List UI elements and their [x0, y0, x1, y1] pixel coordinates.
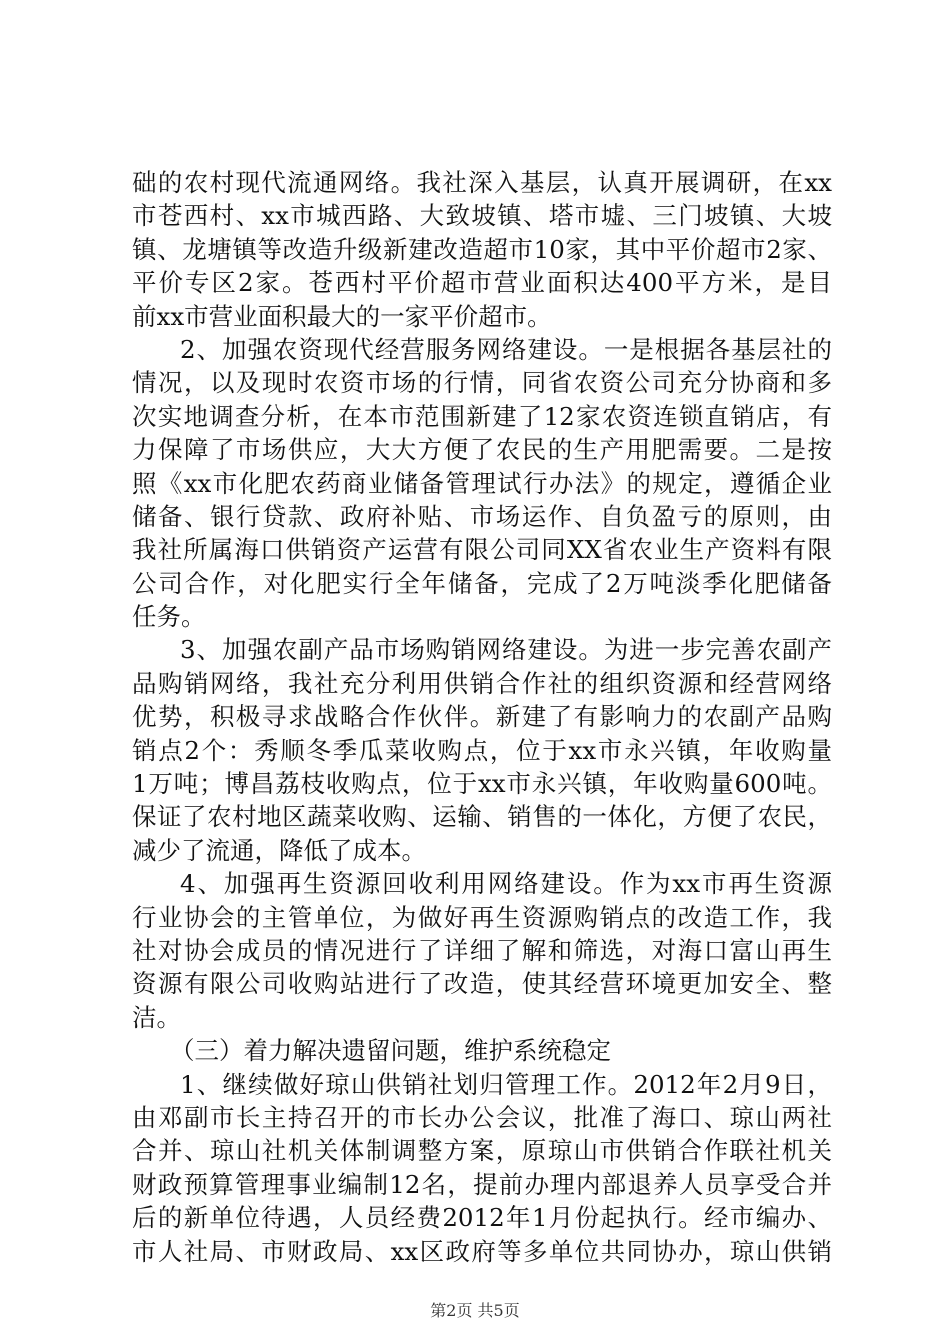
text-line: 行业协会的主管单位，为做好再生资源购销点的改造工作，我	[132, 902, 832, 932]
text-line: 任务。	[132, 602, 206, 632]
text-line: 品购销网络，我社充分利用供销合作社的组织资源和经营网络	[132, 668, 832, 698]
text-line: 资源有限公司收购站进行了改造，使其经营环境更加安全、整	[132, 969, 832, 999]
document-body	[132, 166, 832, 1268]
text-line: 平价专区2家。苍西村平价超市营业面积达400平方米，是目	[132, 268, 832, 298]
text-line: 由邓副市长主持召开的市长办公会议，批准了海口、琼山两社	[132, 1102, 832, 1132]
text-line: 社对协会成员的情况进行了详细了解和筛选，对海口富山再生	[132, 935, 832, 965]
page-footer: 第2页 共5页	[430, 1301, 520, 1320]
text-line: 储备、银行贷款、政府补贴、市场运作、自负盈亏的原则，由	[132, 501, 832, 531]
text-line: 1万吨；博昌荔枝收购点，位于xx市永兴镇，年收购量600吨。	[132, 769, 832, 799]
text-line: 市人社局、市财政局、xx区政府等多单位共同协办，琼山供销	[132, 1236, 832, 1266]
text-line: 保证了农村地区蔬菜收购、运输、销售的一体化，方便了农民，	[132, 802, 832, 832]
text-line: 1、继续做好琼山供销社划归管理工作。2012年2月9日，	[180, 1069, 832, 1099]
text-line: 后的新单位待遇，人员经费2012年1月份起执行。经市编办、	[132, 1203, 832, 1233]
text-line: 4、加强再生资源回收利用网络建设。作为xx市再生资源	[180, 869, 832, 899]
text-line: 优势，积极寻求战略合作伙伴。新建了有影响力的农副产品购	[132, 702, 832, 732]
text-line: 镇、龙塘镇等改造升级新建改造超市10家，其中平价超市2家、	[132, 234, 832, 264]
text-line: 次实地调查分析，在本市范围新建了12家农资连锁直销店，有	[132, 401, 832, 431]
text-line: 洁。	[132, 1002, 181, 1032]
text-line: 我社所属海口供销资产运营有限公司同XX省农业生产资料有限	[132, 535, 832, 565]
text-line: 2、加强农资现代经营服务网络建设。一是根据各基层社的	[180, 334, 832, 364]
text-line: 公司合作，对化肥实行全年储备，完成了2万吨淡季化肥储备	[132, 568, 832, 598]
text-line: 合并、琼山社机关体制调整方案，原琼山市供销合作联社机关	[132, 1136, 832, 1166]
text-line: 情况，以及现时农资市场的行情，同省农资公司充分协商和多	[132, 368, 832, 398]
text-line: 力保障了市场供应，大大方便了农民的生产用肥需要。二是按	[132, 435, 832, 465]
text-line: 础的农村现代流通网络。我社深入基层，认真开展调研，在xx	[132, 168, 832, 197]
text-line: 照《xx市化肥农药商业储备管理试行办法》的规定，遵循企业	[132, 468, 832, 498]
text-line: 市苍西村、xx市城西路、大致坡镇、塔市墟、三门坡镇、大坡	[132, 201, 832, 231]
text-line: （三）着力解决遗留问题，维护系统稳定	[170, 1036, 611, 1066]
text-line: 3、加强农副产品市场购销网络建设。为进一步完善农副产	[180, 635, 832, 665]
text-line: 销点2个：秀顺冬季瓜菜收购点，位于xx市永兴镇，年收购量	[132, 735, 832, 765]
text-line: 前xx市营业面积最大的一家平价超市。	[132, 301, 552, 331]
text-line: 减少了流通，降低了成本。	[132, 835, 426, 865]
text-line: 财政预算管理事业编制12名，提前办理内部退养人员享受合并	[132, 1169, 832, 1199]
